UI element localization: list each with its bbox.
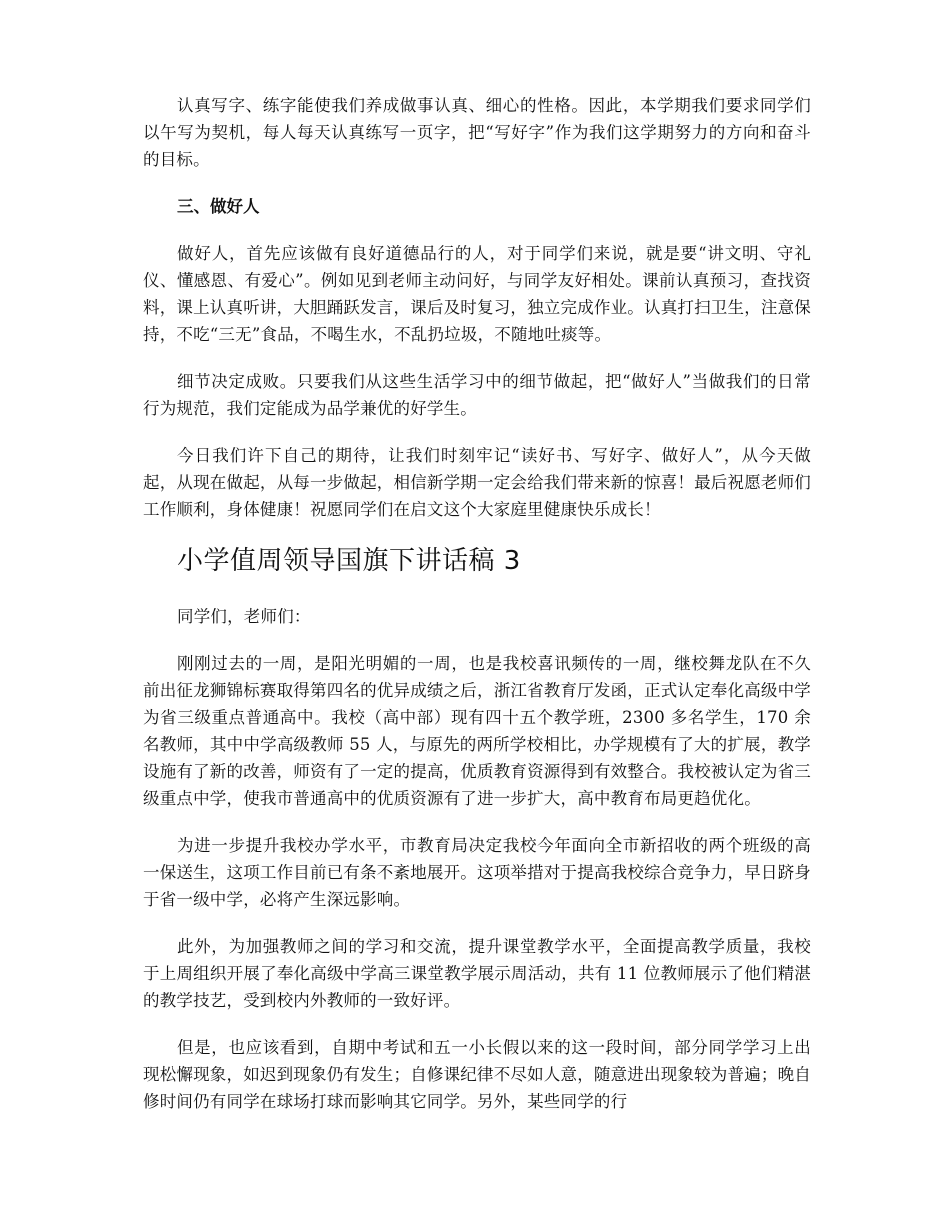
paragraph: 刚刚过去的一周，是阳光明媚的一周，也是我校喜讯频传的一周，继校舞龙队在不久前出征龙狮锦标赛取得第四名的优异成绩之后，浙江省教育厅发函，正式认定奉化高级中学为省三级重点普通高中。我校（高中部）现有四十五个教学班，2300 多名学生，170 余名教师，其中中学高级教师 55 人，与原先的两所学校相比，办学规模有了大的扩展，教学设施有了新的改善，师资有了一定的提高，优质教育资源得到有效整合。我校被认定为省三级重点中学，使我市普通高中的优质资源有了进一步扩大，高中教育布局更趋优化。 [143, 654, 811, 808]
paragraph: 此外，为加强教师之间的学习和交流，提升课堂教学水平，全面提高教学质量，我校于上周组织开展了奉化高级中学高三课堂教学展示周活动，共有 11 位教师展示了他们精湛的教学技艺，受到校内外教师的一致好评。 [143, 937, 811, 1010]
paragraph: 做好人，首先应该做有良好道德品行的人，对于同学们来说，就是要“讲文明、守礼仪、懂感恩、有爱心”。例如见到老师主动问好，与同学友好相处。课前认真预习，查找资料，课上认真听讲，大胆踊跃发言，课后及时复习，独立完成作业。认真打扫卫生，注意保持，不吃“三无”食品，不喝生水，不乱扔垃圾，不随地吐痰等。 [143, 244, 811, 344]
paragraph: 今日我们许下自己的期待，让我们时刻牢记“读好书、写好字、做好人”，从今天做起，从现在做起，从每一步做起，相信新学期一定会给我们带来新的惊喜！最后祝愿老师们工作顺利，身体健康！祝愿同学们在启文这个大家庭里健康快乐成长！ [143, 446, 811, 519]
document-content [143, 92, 811, 1135]
section-heading: 三、做好人 [177, 197, 260, 216]
speech-title: 小学值周领导国旗下讲话稿 3 [177, 546, 521, 576]
paragraph: 但是，也应该看到，自期中考试和五一小长假以来的这一段时间，部分同学学习上出现松懈现象，如迟到现象仍有发生；自修课纪律不尽如人意，随意进出现象较为普遍；晚自修时间仍有同学在球场打球而影响其它同学。另外，某些同学的行 [143, 1038, 811, 1111]
paragraph: 为进一步提升我校办学水平，市教育局决定我校今年面向全市新招收的两个班级的高一保送生，这项工作目前已有条不紊地展开。这项举措对于提高我校综合竞争力，早日跻身于省一级中学，必将产生深远影响。 [143, 836, 811, 909]
paragraph: 细节决定成败。只要我们从这些生活学习中的细节做起，把“做好人”当做我们的日常行为规范，我们定能成为品学兼优的好学生。 [143, 372, 811, 418]
paragraph: 认真写字、练字能使我们养成做事认真、细心的性格。因此，本学期我们要求同学们以午写为契机，每人每天认真练写一页字，把“写好字”作为我们这学期努力的方向和奋斗的目标。 [143, 96, 811, 169]
greeting: 同学们，老师们： [177, 607, 311, 626]
